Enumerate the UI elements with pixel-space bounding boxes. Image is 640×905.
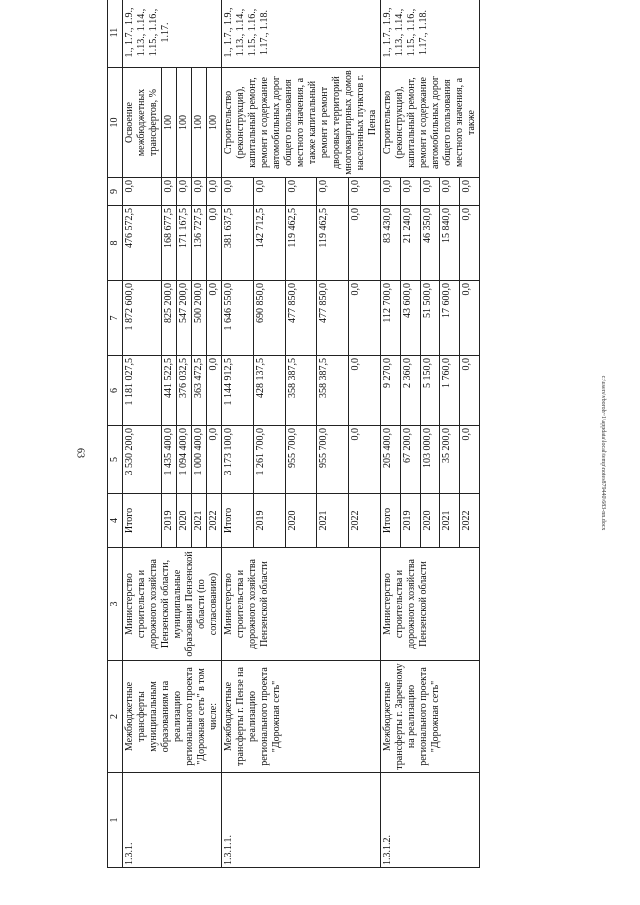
value-cell: 428 137,5 xyxy=(253,356,285,426)
value-cell: 0,0 xyxy=(460,281,480,356)
value-cell: 441 522,5 xyxy=(162,356,177,426)
value-cell: 0,0 xyxy=(207,178,222,206)
value-cell: 0,0 xyxy=(222,178,254,206)
value-cell: 0,0 xyxy=(349,356,381,426)
table-row xyxy=(123,0,162,868)
year-cell: 2020 xyxy=(177,494,192,548)
row-executor: Министерство строительства и дорожного хозяйства Пензенской области, муниципальные образования Пензенской области (по согласованию) xyxy=(123,548,222,661)
value-cell: 103 000,0 xyxy=(420,426,440,494)
value-cell: 5 150,0 xyxy=(420,356,440,426)
column-number: 4 xyxy=(108,494,123,548)
value-cell: 1 760,0 xyxy=(440,356,460,426)
page-number: 63 xyxy=(74,448,86,458)
value-cell: 547 200,0 xyxy=(177,281,192,356)
value-cell: 1 872 600,0 xyxy=(123,281,162,356)
year-cell: 2020 xyxy=(420,494,440,548)
indicators-cell: 1., 1.7., 1.9., 1.13., 1.14., 1.15., 1.16., 1.17. xyxy=(123,0,222,68)
value-cell: 381 637,5 xyxy=(222,206,254,281)
indicators-cell: 1., 1.7., 1.9., 1.13., 1.14., 1.15., 1.16., 1.17., 1.18. xyxy=(222,0,381,68)
year-cell: 2019 xyxy=(162,494,177,548)
value-cell: 955 700,0 xyxy=(317,426,349,494)
column-number: 5 xyxy=(108,426,123,494)
value-cell: 0,0 xyxy=(207,206,222,281)
value-cell: 955 700,0 xyxy=(285,426,317,494)
column-number: 8 xyxy=(108,206,123,281)
year-cell: 2022 xyxy=(460,494,480,548)
value-cell: 0,0 xyxy=(317,178,349,206)
indicators-cell: 1., 1.7., 1.9., 1.13., 1.14., 1.15., 1.16., 1.17., 1.18. xyxy=(381,0,480,68)
value-cell: 1 144 912,5 xyxy=(222,356,254,426)
goal-cell: Строительство (реконструкция), капитальный ремонт, ремонт и содержание автомобильных дорог общего пользования местного значения, а также капитальный ремонт и ремонт дворовых территорий многоквартирных домов населенных пунктов г. Пенза xyxy=(222,68,381,178)
value-cell: 0,0 xyxy=(123,178,162,206)
value-cell: 500 200,0 xyxy=(192,281,207,356)
year-cell: Итого xyxy=(381,494,401,548)
value-cell: 119 462,5 xyxy=(317,206,349,281)
row-name: Межбюджетные трансферты муниципальным образованиям на реализацию регионального проекта "Дорожная сеть" в том числе: xyxy=(123,661,222,773)
value-cell: 171 167,5 xyxy=(177,206,192,281)
value-cell: 46 350,0 xyxy=(420,206,440,281)
value-cell: 0,0 xyxy=(207,356,222,426)
value-cell: 3 173 100,0 xyxy=(222,426,254,494)
year-cell: 2021 xyxy=(440,494,460,548)
year-cell: Итого xyxy=(123,494,162,548)
value-cell: 83 430,0 xyxy=(381,206,401,281)
column-number: 3 xyxy=(108,548,123,661)
goal-cell: Освоение межбюджетных трансфертов, % xyxy=(123,68,162,178)
value-cell: 0,0 xyxy=(192,178,207,206)
year-cell: 2020 xyxy=(285,494,317,548)
column-number: 9 xyxy=(108,178,123,206)
value-cell: 0,0 xyxy=(460,426,480,494)
value-cell: 168 677,5 xyxy=(162,206,177,281)
goal-value-cell: 100 xyxy=(192,68,207,178)
column-number: 2 xyxy=(108,661,123,773)
rotated-table-container xyxy=(107,7,527,868)
value-cell: 205 400,0 xyxy=(381,426,401,494)
value-cell: 0,0 xyxy=(460,356,480,426)
value-cell: 0,0 xyxy=(460,178,480,206)
value-cell: 15 840,0 xyxy=(440,206,460,281)
column-number: 10 xyxy=(108,68,123,178)
value-cell: 0,0 xyxy=(381,178,401,206)
value-cell: 0,0 xyxy=(349,426,381,494)
value-cell: 1 435 400,0 xyxy=(162,426,177,494)
column-number: 7 xyxy=(108,281,123,356)
value-cell: 0,0 xyxy=(207,281,222,356)
row-name: Межбюджетные трансферты г. Заречному на реализацию регионального проекта "Дорожная сеть" xyxy=(381,661,480,773)
table-row xyxy=(222,0,254,868)
value-cell: 477 850,0 xyxy=(285,281,317,356)
value-cell: 67 200,0 xyxy=(400,426,420,494)
row-id: 1.3.1.1. xyxy=(222,773,381,868)
value-cell: 119 462,5 xyxy=(285,206,317,281)
value-cell: 43 600,0 xyxy=(400,281,420,356)
budget-table xyxy=(107,0,480,868)
value-cell: 476 572,5 xyxy=(123,206,162,281)
row-executor: Министерство строительства и дорожного хозяйства Пензенской области xyxy=(222,548,381,661)
goal-cell: Строительство (реконструкция), капитальный ремонт, ремонт и содержание автомобильных дорог общего пользования местного значения, а также xyxy=(381,68,480,178)
value-cell: 1 094 400,0 xyxy=(177,426,192,494)
value-cell: 0,0 xyxy=(285,178,317,206)
value-cell: 21 240,0 xyxy=(400,206,420,281)
value-cell: 0,0 xyxy=(460,206,480,281)
goal-value-cell: 100 xyxy=(162,68,177,178)
value-cell: 1 646 550,0 xyxy=(222,281,254,356)
row-name: Межбюджетные трансферты г. Пензе на реализацию регионального проекта "Дорожная сеть" xyxy=(222,661,381,773)
value-cell: 35 200,0 xyxy=(440,426,460,494)
goal-value-cell: 100 xyxy=(177,68,192,178)
value-cell: 358 387,5 xyxy=(317,356,349,426)
year-cell: 2019 xyxy=(253,494,285,548)
value-cell: 0,0 xyxy=(177,178,192,206)
value-cell: 0,0 xyxy=(349,281,381,356)
value-cell: 0,0 xyxy=(349,178,381,206)
table-row xyxy=(381,0,401,868)
column-number-row xyxy=(108,0,123,868)
value-cell: 9 270,0 xyxy=(381,356,401,426)
value-cell: 477 850,0 xyxy=(317,281,349,356)
value-cell: 0,0 xyxy=(420,178,440,206)
row-executor: Министерство строительства и дорожного хозяйства Пензенской области xyxy=(381,548,480,661)
value-cell: 3 530 200,0 xyxy=(123,426,162,494)
row-id: 1.3.1.2. xyxy=(381,773,480,868)
column-number: 6 xyxy=(108,356,123,426)
value-cell: 0,0 xyxy=(253,178,285,206)
value-cell: 0,0 xyxy=(400,178,420,206)
value-cell: 1 261 700,0 xyxy=(253,426,285,494)
value-cell: 136 727,5 xyxy=(192,206,207,281)
value-cell: 51 500,0 xyxy=(420,281,440,356)
year-cell: 2022 xyxy=(207,494,222,548)
year-cell: 2021 xyxy=(317,494,349,548)
goal-value-cell: 100 xyxy=(207,68,222,178)
value-cell: 1 181 027,5 xyxy=(123,356,162,426)
value-cell: 17 600,0 xyxy=(440,281,460,356)
value-cell: 1 000 400,0 xyxy=(192,426,207,494)
value-cell: 690 850,0 xyxy=(253,281,285,356)
year-cell: 2019 xyxy=(400,494,420,548)
year-cell: Итого xyxy=(222,494,254,548)
value-cell: 825 200,0 xyxy=(162,281,177,356)
column-number: 1 xyxy=(108,773,123,868)
value-cell: 0,0 xyxy=(207,426,222,494)
row-id: 1.3.1. xyxy=(123,773,222,868)
value-cell: 0,0 xyxy=(349,206,381,281)
value-cell: 2 360,0 xyxy=(400,356,420,426)
value-cell: 142 712,5 xyxy=(253,206,285,281)
table-body xyxy=(108,0,480,868)
file-path-footer: c:\users\vboroh~1\appdata\local\temp\notes879440\683-nn.docx xyxy=(600,375,606,531)
value-cell: 0,0 xyxy=(440,178,460,206)
column-number: 11 xyxy=(108,0,123,68)
value-cell: 112 700,0 xyxy=(381,281,401,356)
value-cell: 358 387,5 xyxy=(285,356,317,426)
year-cell: 2021 xyxy=(192,494,207,548)
value-cell: 363 472,5 xyxy=(192,356,207,426)
year-cell: 2022 xyxy=(349,494,381,548)
value-cell: 376 032,5 xyxy=(177,356,192,426)
value-cell: 0,0 xyxy=(162,178,177,206)
